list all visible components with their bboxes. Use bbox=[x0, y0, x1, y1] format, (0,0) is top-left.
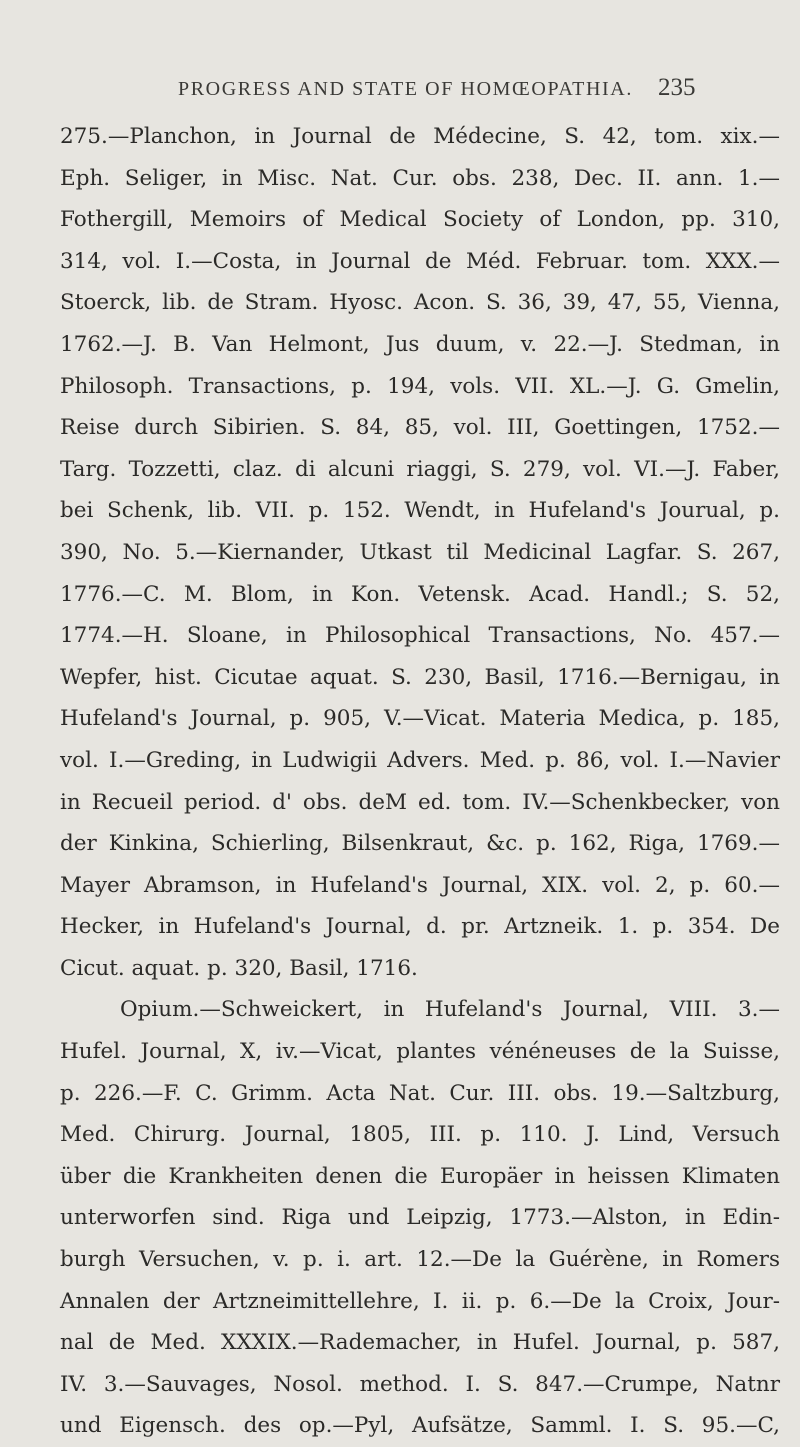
text-line: Fothergill, Memoirs of Medical Society of London, pp. 310, bbox=[60, 207, 780, 233]
text-line: Targ. Tozzetti, claz. di alcuni riaggi, S. 279, vol. VI.—J. Faber, bbox=[60, 456, 780, 482]
text-line: Reise durch Sibirien. S. 84, 85, vol. III, Goettingen, 1752.— bbox=[60, 415, 780, 441]
text-line: über die Krankheiten denen die Europäer in heissen Klimaten bbox=[60, 1163, 780, 1189]
text-line: IV. 3.—Sauvages, Nosol. method. I. S. 847.—Crumpe, Natnr bbox=[60, 1371, 780, 1397]
text-line: 390, No. 5.—Kiernander, Utkast til Medicinal Lagfar. S. 267, bbox=[60, 539, 780, 565]
text-line: Eph. Seliger, in Misc. Nat. Cur. obs. 238, Dec. II. ann. 1.— bbox=[60, 165, 780, 191]
text-line: Annalen der Artzneimittellehre, I. ii. p. 6.—De la Croix, Jour- bbox=[60, 1288, 780, 1314]
text-line: burgh Versuchen, v. p. i. art. 12.—De la Guérène, in Romers bbox=[60, 1247, 780, 1273]
text-line: 314, vol. I.—Costa, in Journal de Méd. Februar. tom. XXX.— bbox=[60, 248, 780, 274]
text-line: p. 226.—F. C. Grimm. Acta Nat. Cur. III. obs. 19.—Saltzburg, bbox=[60, 1080, 780, 1106]
text-line: unterworfen sind. Riga und Leipzig, 1773.—Alston, in Edin- bbox=[60, 1205, 780, 1231]
text-line: Med. Chirurg. Journal, 1805, III. p. 110. J. Lind, Versuch bbox=[60, 1122, 780, 1148]
text-line-paragraph-end: Cicut. aquat. p. 320, Basil, 1716. bbox=[60, 955, 418, 981]
text-line: 275.—Planchon, in Journal de Médecine, S. 42, tom. xix.— bbox=[60, 124, 780, 149]
text-line: Hufeland's Journal, p. 905, V.—Vicat. Materia Medica, p. 185, bbox=[60, 706, 780, 732]
page-number: 235 bbox=[658, 74, 696, 101]
body-text bbox=[60, 116, 780, 1447]
text-line: Hufel. Journal, X, iv.—Vicat, plantes vénéneuses de la Suisse, bbox=[60, 1039, 780, 1065]
text-line-paragraph-start: Opium.—Schweickert, in Hufeland's Journal, VIII. 3.— bbox=[120, 997, 780, 1023]
running-head: PROGRESS AND STATE OF HOMŒOPATHIA. bbox=[178, 78, 633, 100]
text-line: Philosoph. Transactions, p. 194, vols. VII. XL.—J. G. Gmelin, bbox=[60, 373, 780, 399]
text-line: nal de Med. XXXIX.—Rademacher, in Hufel. Journal, p. 587, bbox=[60, 1330, 780, 1356]
text-line: und Eigensch. des op.—Pyl, Aufsätze, Samml. I. S. 95.—C, bbox=[60, 1413, 780, 1439]
text-line: bei Schenk, lib. VII. p. 152. Wendt, in Hufeland's Jourual, p. bbox=[60, 498, 780, 524]
text-line: Wepfer, hist. Cicutae aquat. S. 230, Basil, 1716.—Bernigau, in bbox=[60, 664, 780, 690]
text-line: in Recueil period. d' obs. deM ed. tom. IV.—Schenkbecker, von bbox=[60, 789, 780, 815]
text-line: vol. I.—Greding, in Ludwigii Advers. Med. p. 86, vol. I.—Navier bbox=[60, 747, 780, 773]
text-line: Hecker, in Hufeland's Journal, d. pr. Artzneik. 1. p. 354. De bbox=[60, 914, 780, 940]
text-line: Mayer Abramson, in Hufeland's Journal, XIX. vol. 2, p. 60.— bbox=[60, 872, 780, 898]
text-line: 1762.—J. B. Van Helmont, Jus duum, v. 22.—J. Stedman, in bbox=[60, 331, 780, 357]
text-line: 1776.—C. M. Blom, in Kon. Vetensk. Acad. Handl.; S. 52, bbox=[60, 581, 780, 607]
text-line: 1774.—H. Sloane, in Philosophical Transactions, No. 457.— bbox=[60, 623, 780, 649]
text-line: der Kinkina, Schierling, Bilsenkraut, &c. p. 162, Riga, 1769.— bbox=[60, 831, 780, 857]
text-line: Stoerck, lib. de Stram. Hyosc. Acon. S. 36, 39, 47, 55, Vienna, bbox=[60, 290, 780, 316]
